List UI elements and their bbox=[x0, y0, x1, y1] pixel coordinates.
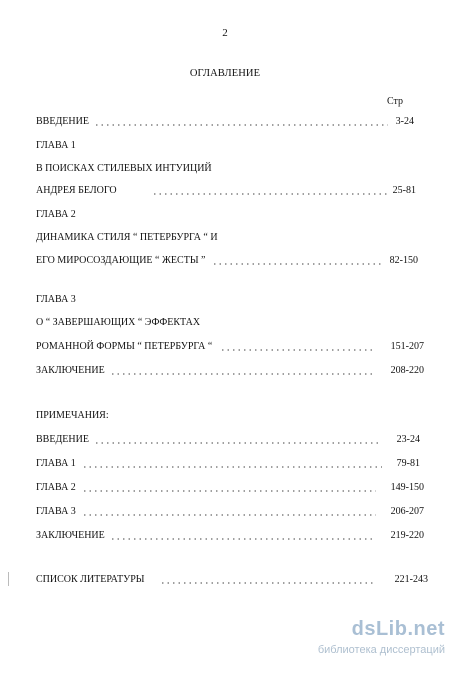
toc-entry-label: ГЛАВА 2 bbox=[36, 208, 80, 222]
left-margin-mark bbox=[8, 572, 9, 586]
toc-entry-label: ЕГО МИРОСОЗДАЮЩИЕ “ ЖЕСТЫ ” bbox=[36, 254, 209, 268]
toc-entry-pages: 79-81 bbox=[393, 457, 420, 471]
notes-entry-chapter-1 bbox=[36, 457, 428, 471]
toc-entry-label: ВВЕДЕНИЕ bbox=[36, 433, 93, 447]
toc-title: ОГЛАВЛЕНИЕ bbox=[189, 68, 261, 79]
watermark bbox=[260, 618, 450, 676]
page-number: 2 bbox=[222, 27, 228, 39]
toc-chapter-2-heading bbox=[36, 208, 428, 222]
toc-entry-label: В ПОИСКАХ СТИЛЕВЫХ ИНТУИЦИЙ bbox=[36, 162, 216, 176]
toc-entry-label: АНДРЕЯ БЕЛОГО bbox=[36, 184, 121, 198]
toc-dots bbox=[220, 349, 376, 351]
toc-chapter-1-title-line-1 bbox=[36, 162, 428, 176]
toc-chapter-3-title-line-2 bbox=[36, 340, 428, 354]
toc-chapter-3-heading bbox=[36, 293, 428, 307]
toc-dots bbox=[160, 582, 376, 584]
toc-entry-pages: 208-220 bbox=[387, 364, 424, 378]
watermark-subtitle: библиотека диссертаций bbox=[317, 644, 445, 656]
toc-dots bbox=[152, 193, 388, 195]
toc-dots bbox=[110, 373, 376, 375]
toc-dots bbox=[94, 124, 388, 126]
toc-entry-pages: 25-81 bbox=[389, 184, 416, 198]
notes-entry-chapter-2 bbox=[36, 481, 428, 495]
toc-entry-pages: 149-150 bbox=[387, 481, 424, 495]
toc-entry-label: ГЛАВА 1 bbox=[36, 457, 80, 471]
toc-dots bbox=[82, 490, 376, 492]
toc-entry-intro bbox=[36, 115, 428, 129]
toc-entry-label: СПИСОК ЛИТЕРАТУРЫ bbox=[36, 573, 149, 587]
toc-dots bbox=[82, 514, 376, 516]
toc-entry-label: ЗАКЛЮЧЕНИЕ bbox=[36, 364, 109, 378]
toc-dots bbox=[82, 466, 382, 468]
notes-entry-conclusion bbox=[36, 529, 428, 543]
toc-entry-pages: 82-150 bbox=[386, 254, 418, 268]
toc-dots bbox=[212, 263, 382, 265]
toc-entry-pages: 3-24 bbox=[392, 115, 414, 129]
toc-entry-pages: 221-243 bbox=[391, 573, 428, 587]
toc-chapter-1-title-line-2 bbox=[36, 184, 428, 198]
toc-entry-pages: 219-220 bbox=[387, 529, 424, 543]
toc-entry-label: ЗАКЛЮЧЕНИЕ bbox=[36, 529, 109, 543]
watermark-logo: dsLib.net bbox=[351, 618, 445, 640]
toc-entry-label: ГЛАВА 2 bbox=[36, 481, 80, 495]
toc-entry-label: ДИНАМИКА СТИЛЯ “ ПЕТЕРБУРГА “ И bbox=[36, 231, 222, 245]
pages-column-label: Стр bbox=[387, 96, 404, 107]
toc-entry-label: ГЛАВА 1 bbox=[36, 139, 80, 153]
toc-entry-conclusion bbox=[36, 364, 428, 378]
toc-entry-label: ГЛАВА 3 bbox=[36, 293, 80, 307]
notes-heading bbox=[36, 409, 428, 423]
toc-chapter-2-title-line-1 bbox=[36, 231, 428, 245]
toc-chapter-1-heading bbox=[36, 139, 428, 153]
toc-entry-label: ГЛАВА 3 bbox=[36, 505, 80, 519]
toc-chapter-2-title-line-2 bbox=[36, 254, 428, 268]
toc-dots bbox=[94, 442, 382, 444]
toc-entry-label: РОМАННОЙ ФОРМЫ “ ПЕТЕРБУРГА “ bbox=[36, 340, 216, 354]
toc-entry-label: О “ ЗАВЕРШАЮЩИХ “ ЭФФЕКТАХ bbox=[36, 316, 204, 330]
toc-entry-pages: 151-207 bbox=[387, 340, 424, 354]
toc-chapter-3-title-line-1 bbox=[36, 316, 428, 330]
toc-entry-pages: 206-207 bbox=[387, 505, 424, 519]
notes-heading-label: ПРИМЕЧАНИЯ: bbox=[36, 409, 113, 423]
toc-dots bbox=[110, 538, 376, 540]
toc-entry-pages: 23-24 bbox=[393, 433, 420, 447]
notes-entry-chapter-3 bbox=[36, 505, 428, 519]
notes-entry-intro bbox=[36, 433, 428, 447]
bibliography-entry bbox=[36, 573, 428, 587]
toc-entry-label: ВВЕДЕНИЕ bbox=[36, 115, 93, 129]
